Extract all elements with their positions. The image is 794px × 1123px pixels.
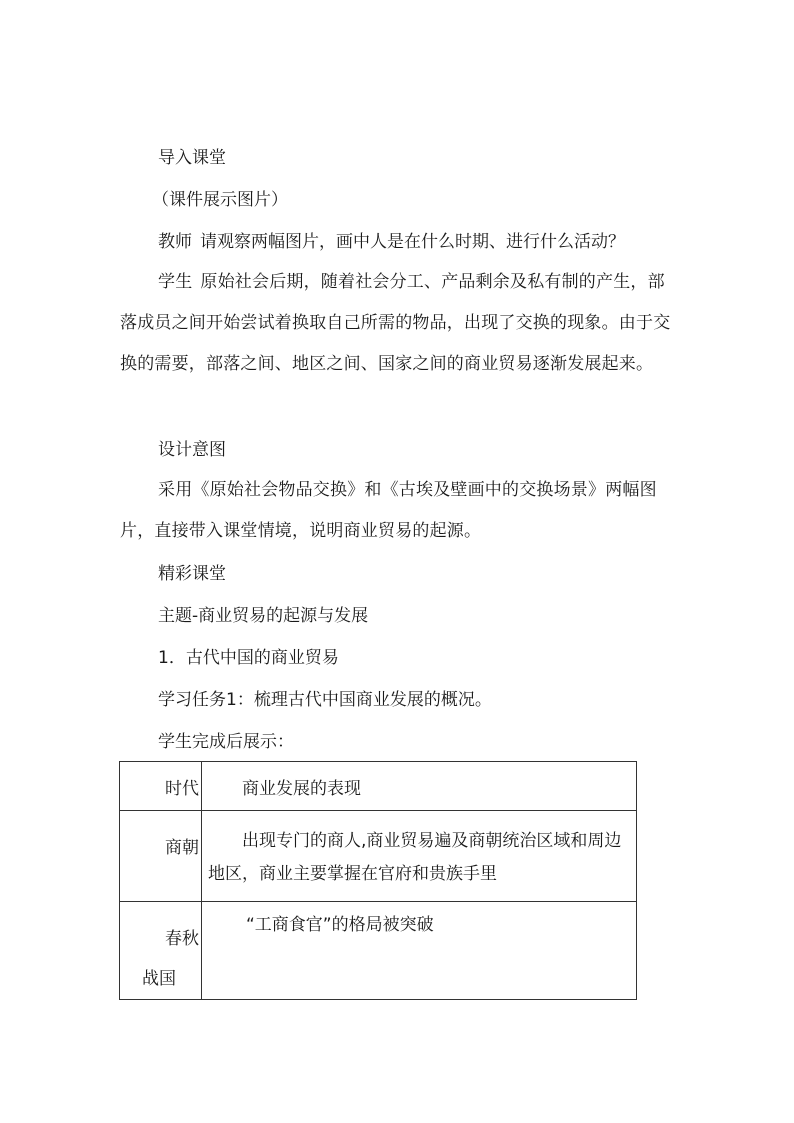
lesson-heading: 精彩课堂: [158, 564, 226, 584]
design-text: 采用《原始社会物品交换》和《古埃及壁画中的交换场景》两幅图片，直接带入课堂情境，说明商业贸易的起源。: [120, 480, 657, 541]
table-row: [120, 811, 637, 902]
era-line-2: 战国: [142, 969, 176, 989]
display-note: 学生完成后展示：: [158, 732, 294, 752]
desc-shang: 出现专门的商人,商业贸易遍及商朝统治区域和周边地区，商业主要掌握在官府和贵族手里: [208, 831, 622, 884]
student-text: 原始社会后期，随着社会分工、产品剩余及私有制的产生，部落成员之间开始尝试着换取自己所需的物品，出现了交换的现象。由于交换的需要，部落之间、地区之间、国家之间的商业贸易逐渐发展起来。: [120, 272, 671, 374]
teacher-text: 请观察两幅图片，画中人是在什么时期、进行什么活动？: [200, 232, 625, 252]
design-heading: 设计意图: [158, 440, 226, 460]
table-header-row: [120, 762, 637, 811]
desc-cell: [202, 811, 637, 902]
lesson-theme: 主题-商业贸易的起源与发展: [158, 606, 369, 626]
commerce-table: [119, 761, 637, 1000]
lesson-section: 1．古代中国的商业贸易: [158, 648, 339, 668]
header-desc: 商业发展的表现: [242, 779, 361, 799]
era-cell: [120, 902, 202, 1000]
teacher-question: [158, 232, 718, 252]
header-desc-cell: [202, 762, 637, 811]
intro-note: （课件展示图片）: [152, 190, 288, 210]
era-line-1: 春秋: [165, 929, 199, 949]
intro-heading: 导入课堂: [158, 148, 226, 168]
era-chunqiu-zhanguo: [120, 902, 199, 999]
learning-task: 学习任务1：梳理古代中国商业发展的概况。: [158, 690, 492, 710]
header-era-cell: [120, 762, 202, 811]
student-answer: [120, 262, 680, 385]
teacher-speaker: 教师: [158, 232, 192, 252]
desc-cell: [202, 902, 637, 1000]
table-row: [120, 902, 637, 1000]
header-era: 时代: [165, 779, 199, 799]
era-shang: 商朝: [165, 838, 199, 858]
student-speaker: 学生: [158, 272, 193, 292]
era-cell: [120, 811, 202, 902]
desc-chunqiu-zhanguo: “工商食官”的格局被突破: [246, 915, 434, 935]
